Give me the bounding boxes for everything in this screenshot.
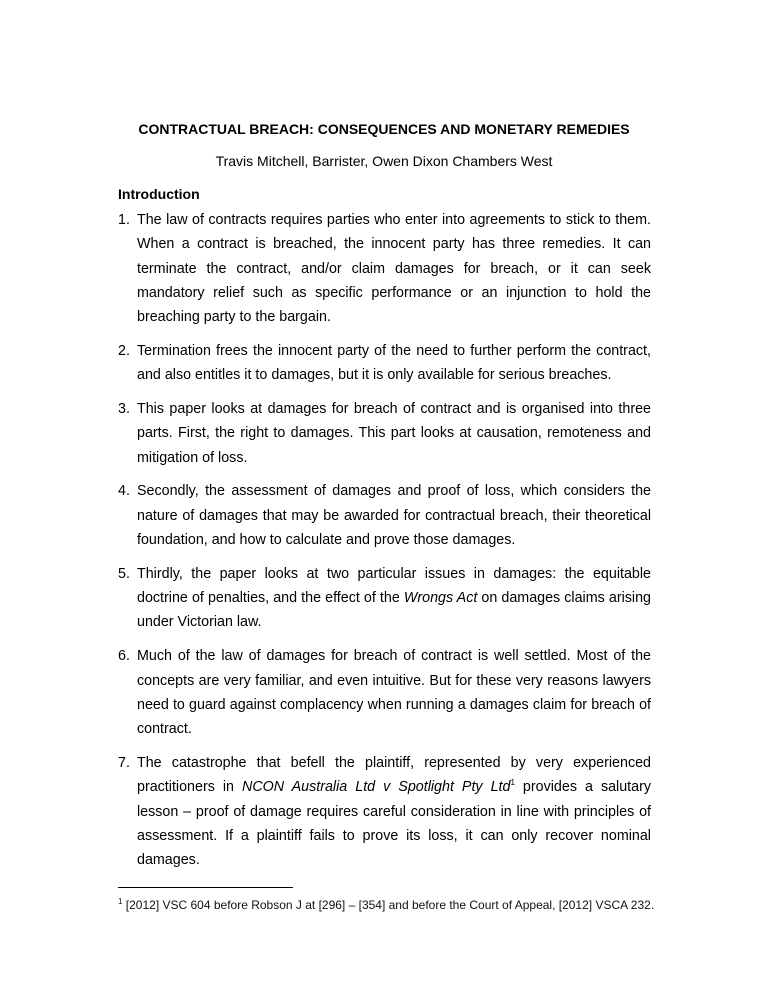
statute-name: Wrongs Act [403, 590, 478, 607]
paragraph-number: 6. [118, 648, 130, 665]
paragraph-3 [118, 397, 651, 470]
paragraph-number: 2. [118, 342, 130, 359]
paragraph-7 [118, 751, 651, 872]
paragraph-5 [118, 562, 651, 635]
paragraph-text: The catastrophe that befell the plaintiff, represented by very experienced practitioners in [137, 754, 651, 796]
paragraph-number: 3. [118, 401, 130, 418]
paragraph-6 [118, 644, 651, 741]
paragraph-2 [118, 339, 651, 388]
paragraph-text: Secondly, the assessment of damages and proof of loss, which considers the nature of damages that may be awarded for contractual breach, their theoretical foundation, and how to calculate and prove those damages. [137, 483, 651, 549]
paragraph-number: 1. [118, 212, 130, 228]
paragraph-number: 4. [118, 483, 130, 500]
section-heading: Introduction [118, 186, 200, 202]
paragraph-text: The law of contracts requires parties who enter into agreements to stick to them. When a contract is breached, the innocent party has three remedies. It can terminate the contract, and/or claim damages for breach, or it can seek mandatory relief such as specific performance or an injunction to hold the breaching party to the bargain. [137, 212, 651, 326]
footnote-reference[interactable]: 1 [510, 778, 515, 788]
case-name: NCON Australia Ltd v Spotlight Pty Ltd [242, 779, 511, 796]
footnote [118, 898, 654, 912]
paragraph-list [118, 208, 651, 882]
footnote-text: [2012] VSC 604 before Robson J at [296] – [354] and before the Court of Appeal, [2012] VSCA 232. [122, 898, 655, 912]
paragraph-4 [118, 479, 651, 552]
paragraph-text: Thirdly, the paper looks at two particular issues in damages: the equitable doctrine of penalties, and the effect of the [137, 565, 651, 607]
paragraph-text: Much of the law of damages for breach of contract is well settled. Most of the concepts are very familiar, and even intuitive. But for these very reasons lawyers need to guard against complacency when running a damages claim for breach of contract. [137, 648, 651, 738]
paragraph-text: This paper looks at damages for breach of contract and is organised into three parts. First, the right to damages. This part looks at causation, remoteness and mitigation of loss. [137, 401, 651, 466]
paragraph-text: provides a salutary lesson – proof of damage requires careful consideration in line with principles of assessment. If a plaintiff fails to prove its loss, it can only recover nominal damages. [137, 779, 651, 869]
paragraph-1 [118, 208, 651, 329]
paragraph-number: 5. [118, 565, 130, 582]
author-line: Travis Mitchell, Barrister, Owen Dixon Chambers West [215, 153, 553, 169]
document-title: CONTRACTUAL BREACH: CONSEQUENCES AND MONETARY REMEDIES [138, 121, 630, 137]
paragraph-text: Termination frees the innocent party of the need to further perform the contract, and also entitles it to damages, but it is only available for serious breaches. [137, 342, 651, 384]
paragraph-number: 7. [118, 754, 130, 771]
footnote-separator [118, 887, 293, 888]
footnote-number: 1 [118, 897, 123, 906]
paragraph-text: on damages claims arising under Victorian law. [137, 590, 651, 631]
